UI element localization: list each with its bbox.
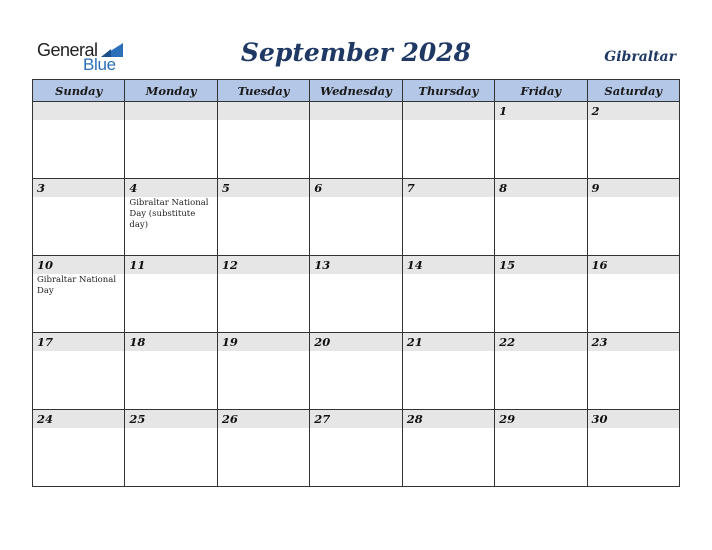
- page-title: September 2028: [240, 38, 472, 67]
- day-cell: [217, 410, 309, 487]
- day-cell: [33, 333, 125, 410]
- day-number: 30: [588, 410, 679, 428]
- week-row: [33, 179, 680, 256]
- day-number: 28: [403, 410, 494, 428]
- weekday-header: Sunday: [33, 80, 125, 102]
- weekday-header: Thursday: [402, 80, 494, 102]
- day-number: 6: [310, 179, 401, 197]
- day-cell: [310, 102, 402, 179]
- day-cell: [310, 410, 402, 487]
- day-number: 16: [588, 256, 679, 274]
- day-number: 8: [495, 179, 586, 197]
- day-cell: [125, 410, 217, 487]
- day-cell: [402, 256, 494, 333]
- day-cell: [495, 333, 587, 410]
- country-name: Gibraltar: [604, 49, 676, 65]
- day-number: [310, 102, 401, 120]
- day-number: 22: [495, 333, 586, 351]
- day-number: [33, 102, 124, 120]
- day-number: 9: [588, 179, 679, 197]
- day-number: 15: [495, 256, 586, 274]
- day-number: 5: [218, 179, 309, 197]
- day-cell: [33, 179, 125, 256]
- day-number: 1: [495, 102, 586, 120]
- day-number: [403, 102, 494, 120]
- day-number: 29: [495, 410, 586, 428]
- day-cell: [402, 102, 494, 179]
- holiday-label: Gibraltar National Day (substitute day): [129, 198, 209, 230]
- day-number: 7: [403, 179, 494, 197]
- day-cell: [402, 179, 494, 256]
- day-number: 14: [403, 256, 494, 274]
- weekday-header-row: [33, 80, 680, 102]
- day-cell: [217, 102, 309, 179]
- day-number: 20: [310, 333, 401, 351]
- day-number: 2: [588, 102, 679, 120]
- day-cell: [495, 256, 587, 333]
- day-cell: [33, 410, 125, 487]
- day-number: 23: [588, 333, 679, 351]
- day-cell: [33, 256, 125, 333]
- day-number: 18: [125, 333, 216, 351]
- week-row: [33, 410, 680, 487]
- day-cell: [587, 256, 679, 333]
- day-cell: [402, 333, 494, 410]
- day-cell: [125, 102, 217, 179]
- day-cell: [125, 179, 217, 256]
- day-number: 19: [218, 333, 309, 351]
- day-cell: [587, 333, 679, 410]
- day-cell: [587, 179, 679, 256]
- day-cell: [495, 410, 587, 487]
- weekday-header: Tuesday: [217, 80, 309, 102]
- weekday-header: Monday: [125, 80, 217, 102]
- day-number: 17: [33, 333, 124, 351]
- day-cell: [587, 410, 679, 487]
- day-cell: [33, 102, 125, 179]
- day-cell: [402, 410, 494, 487]
- week-row: [33, 333, 680, 410]
- calendar-grid: [32, 79, 680, 487]
- day-cell: [217, 256, 309, 333]
- day-number: [125, 102, 216, 120]
- day-number: 25: [125, 410, 216, 428]
- day-cell: [217, 179, 309, 256]
- day-number: 12: [218, 256, 309, 274]
- logo-text-general: General: [37, 40, 98, 60]
- day-cell: [125, 333, 217, 410]
- day-cell: [587, 102, 679, 179]
- logo-text-blue: Blue: [83, 55, 116, 74]
- week-row: [33, 102, 680, 179]
- holiday-label: Gibraltar National Day: [37, 275, 117, 296]
- weekday-header: Friday: [495, 80, 587, 102]
- day-number: 3: [33, 179, 124, 197]
- day-cell: [495, 102, 587, 179]
- day-number: 13: [310, 256, 401, 274]
- day-cell: [217, 333, 309, 410]
- day-number: 27: [310, 410, 401, 428]
- day-number: 21: [403, 333, 494, 351]
- day-cell: [310, 333, 402, 410]
- day-number: 26: [218, 410, 309, 428]
- day-number: 4: [125, 179, 216, 197]
- day-cell: [310, 256, 402, 333]
- day-cell: [495, 179, 587, 256]
- day-number: 10: [33, 256, 124, 274]
- day-number: 24: [33, 410, 124, 428]
- day-cell: [310, 179, 402, 256]
- day-cell: [125, 256, 217, 333]
- day-number: [218, 102, 309, 120]
- weekday-header: Saturday: [587, 80, 679, 102]
- weekday-header: Wednesday: [310, 80, 402, 102]
- week-row: [33, 256, 680, 333]
- day-number: 11: [125, 256, 216, 274]
